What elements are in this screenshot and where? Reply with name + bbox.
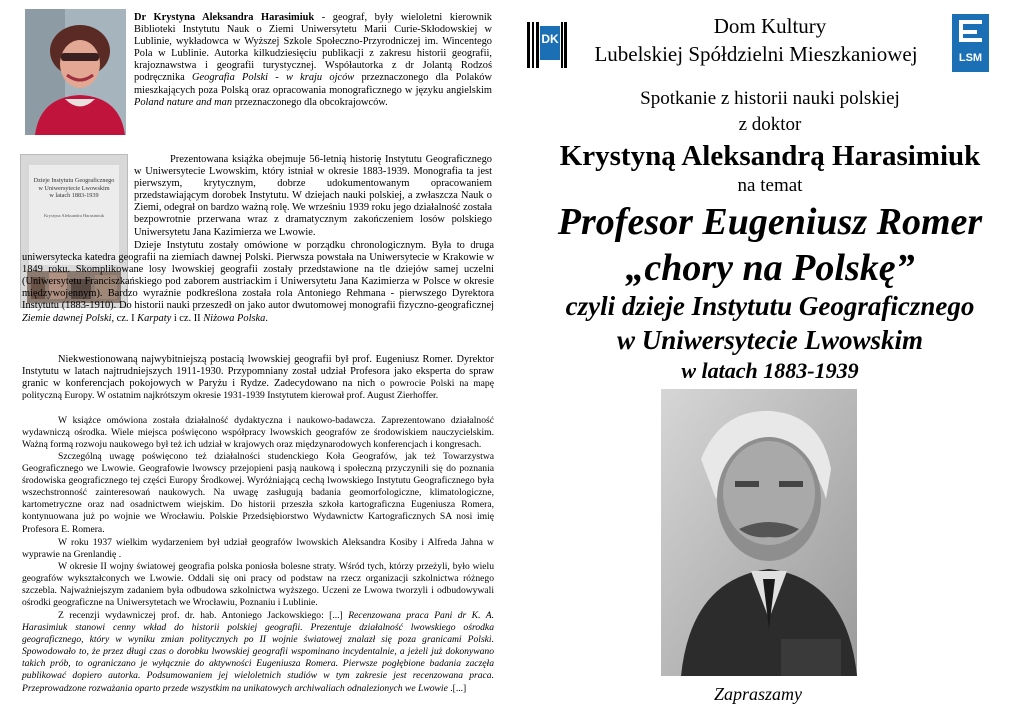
subtitle-line2: w Uniwersytecie Lwowskim	[617, 325, 923, 355]
author-photo	[25, 9, 126, 135]
lsm-logo-text: LSM	[958, 52, 983, 64]
paragraph-7: W okresie II wojny światowej geografia polska poniosła bolesne straty. Wśród tych, którzy przeżyli, było wielu geografów wykształconych we Lwowie. Oddali się oni pracy od podstaw na rzecz organizacji szkolnictwa różnego szczebla. Najważniejszym zadaniem była odbudowa szkolnictwa wyższego. Uczeni ze Lwowa tworzyli i odbudowywali ośrodki geograficzne na Uniwersytetach we Wrocławiu, Poznaniu i Lublinie.	[22, 561, 494, 609]
lecture-title-line1: Profesor Eugeniusz Romer	[557, 201, 983, 243]
paragraph-6: W roku 1937 wielkim wydarzeniem był udział geografów lwowskich Aleksandra Kosiby i Alfreda Jahna w wyprawie na Grenlandię .	[22, 537, 494, 561]
meeting-line2: z doktor	[738, 114, 802, 135]
org-name-line1: Dom Kultury	[713, 14, 827, 38]
book-cover-author: Krystyna Aleksandra Harasimiuk	[44, 213, 104, 218]
author-bio-text-2: przeznaczonego dla Polaków mieszkających poza Polską oraz opracowania monograficznego w języku angielskim	[134, 72, 492, 96]
years-line: w latach 1883-1939	[681, 358, 859, 383]
review-quote: Z recenzji wydawniczej prof. dr. hab. Antoniego Jackowskiego: [...] Recenzowana praca Pani dr K. A. Harasimiuk stanowi cenny wkład do historii polskiej geografii. Prezentuje działalność lwowskiego ośrodka geograficznego, który w wyniku zmian politycznych po II wojnie światowej znalazł się poza granicami Polski. Spowodowało to, że przez długi czas o dorobku lwowskiej geografii wspominano incydentalnie, a jeżeli już dokonywano takich prób, to ograniczano je wyłącznie do aktywności Eugeniusza Romera. Pierwsze pogłębione badania zaczęła publikować dopiero autorka. Podsumowaniem jej wieloletnich studiów w tym zakresie jest recenzowana praca. Przeprowadzone rozważania oparto przede wszystkim na unikatowych archiwaliach odnalezionych we Lwowie .[...]	[22, 610, 494, 694]
book-title-poland: Poland nature and man	[134, 96, 233, 108]
author-bio-name: Dr Krystyna Aleksandra Harasimiuk	[134, 12, 315, 23]
topic-label: na temat	[737, 175, 803, 196]
author-bio-text: - geograf, były wieloletni kierownik Biblioteki Instytutu Nauk o Ziemi Uniwersytetu Marii Curie-Skłodowskiej w Lublinie, wykładowca w Wyższej Szkole Społeczno-Przyrodniczej im. Wincentego Pola w Lublinie. Autorka kilkudziesięciu publikacji z zakresu historii geografii, krajoznawstwa i geografii turystycznej. Współautorka z dr Jolantą Rodzoś podręcznika	[134, 12, 492, 84]
book-cover-title: Dzieje Instytutu Geograficznego w Uniwersytecie Lwowskim w latach 1883-1939	[33, 177, 115, 200]
paragraph-5: Szczególną uwagę poświęcono też działalności studenckiego Koła Geografów, jak też Towarzystwa Geograficznego we Lwowie. Geografowie lwowscy przejopieni pasją naukową i społeczną przyczynili się do poznania środowiska geograficznego tej części Europy Środkowej. Wyróżniającą cechą lwowskiego Instytutu Geograficznego była wszechstronność zainteresowań naukowych. Na uwagę zasługują badania geomorfologiczne, klimatologiczne, kartometryczne oraz nad osadnictwem wiejskim. Do historii przeszła szkoła kartograficzna Eugeniusza Romera, kontynuowana już po wojnie we Wrocławiu. Polskie Przedsiębiorstwo Wydawnictw Kartograficznych SA nosi imię Profesora E. Romera.	[22, 451, 494, 535]
lsm-logo	[952, 14, 989, 72]
romer-portrait	[661, 389, 857, 676]
paragraph-3: Niekwestionowaną najwybitniejszą postacią lwowskiej geografii był prof. Eugeniusz Romer. Dyrektor Instytutu w latach najtrudniejszych 1911-1930. Przypomniany został udział Profesora jako eksperta do spraw granic w konferencjach pokojowych w Paryżu i Rydze. Zadecydowano na nich o powrocie Polski na mapę polityczną Europy. W ostatnim najkrótszym okresie 1931-1939 Instytutem kierował prof. August Zierhoffer.	[22, 354, 494, 402]
lecture-title-line2: „chory na Polskę”	[625, 247, 915, 289]
paragraph-2: Dzieje Instytutu zostały omówione w porządku chronologicznym. Była to druga uniwersytecka katedra geografii na ziemiach dawnej Polski. Pierwsza powstała na Uniwersytecie w Krakowie w 1849 roku. Skomplikowane losy lwowskiej geografii zostały przedstawione na tle dziejów samej uczelni (Uniwersytetu Franciszkańskiego pod zaborem austriackim i Uniwersytetu Jana Kazimierza w Polsce w okresie międzywojennym). Bardzo wyraźnie podkreślona została rola Antoniego Rehmana - pierwszego Dyrektora Instytutu (1883-1910). Do historii nauki przeszedł on jako autor dwutomowej monografii fizyczno-geograficznej Ziemie dawnej Polski, cz. I Karpaty i cz. II Niżowa Polska.	[22, 240, 494, 324]
author-bio-text-3: przeznaczonego dla obcokrajowców.	[232, 96, 388, 108]
paragraph-1: Prezentowana książka obejmuje 56-letnią historię Instytutu Geograficznego w Uniwersytecie Lwowskim, który istniał w okresie 1883-1939. Monografia ta jest pierwszym, krytycznym, dobrze udokumentowanym opracowaniem przedstawiającym dorobek Instytutu. W dziejach nauki polskiej, a zwłaszcza Nauk o Ziemi, odegrał on bardzo ważną rolę. We wrześniu 1939 roku jego działalność została bezpowrotnie przerwana wraz z dramatycznym zakończeniem losów polskiego Uniwersytetu Jana Kazimierza we Lwowie.	[134, 154, 492, 238]
meeting-line1: Spotkanie z historii nauki polskiej	[640, 88, 900, 109]
book-title-geografia: Geografia Polski - w kraju ojców	[192, 72, 355, 84]
org-name-line2: Lubelskiej Spółdzielni Mieszkaniowej	[594, 42, 918, 66]
speaker-name: Krystyną Aleksandrą Harasimiuk	[559, 140, 981, 172]
author-bio	[134, 12, 492, 109]
subtitle-line1: czyli dzieje Instytutu Geograficznego	[565, 291, 975, 321]
invite-text: Zapraszamy	[713, 684, 802, 704]
dk-logo-text: DK	[541, 32, 559, 46]
paragraph-4: W książce omówiona została działalność dydaktyczna i naukowo-badawcza. Zaprezentowano działalność wydawniczą ośrodka. Wiele miejsca poświęcono współpracy lwowskich geografów ze środowiskiem nauczycielskim. Ważną formą rozwoju naukowego był też ich udział w krajowych oraz międzynarodowych konferencjach i kongresach.	[22, 415, 494, 451]
